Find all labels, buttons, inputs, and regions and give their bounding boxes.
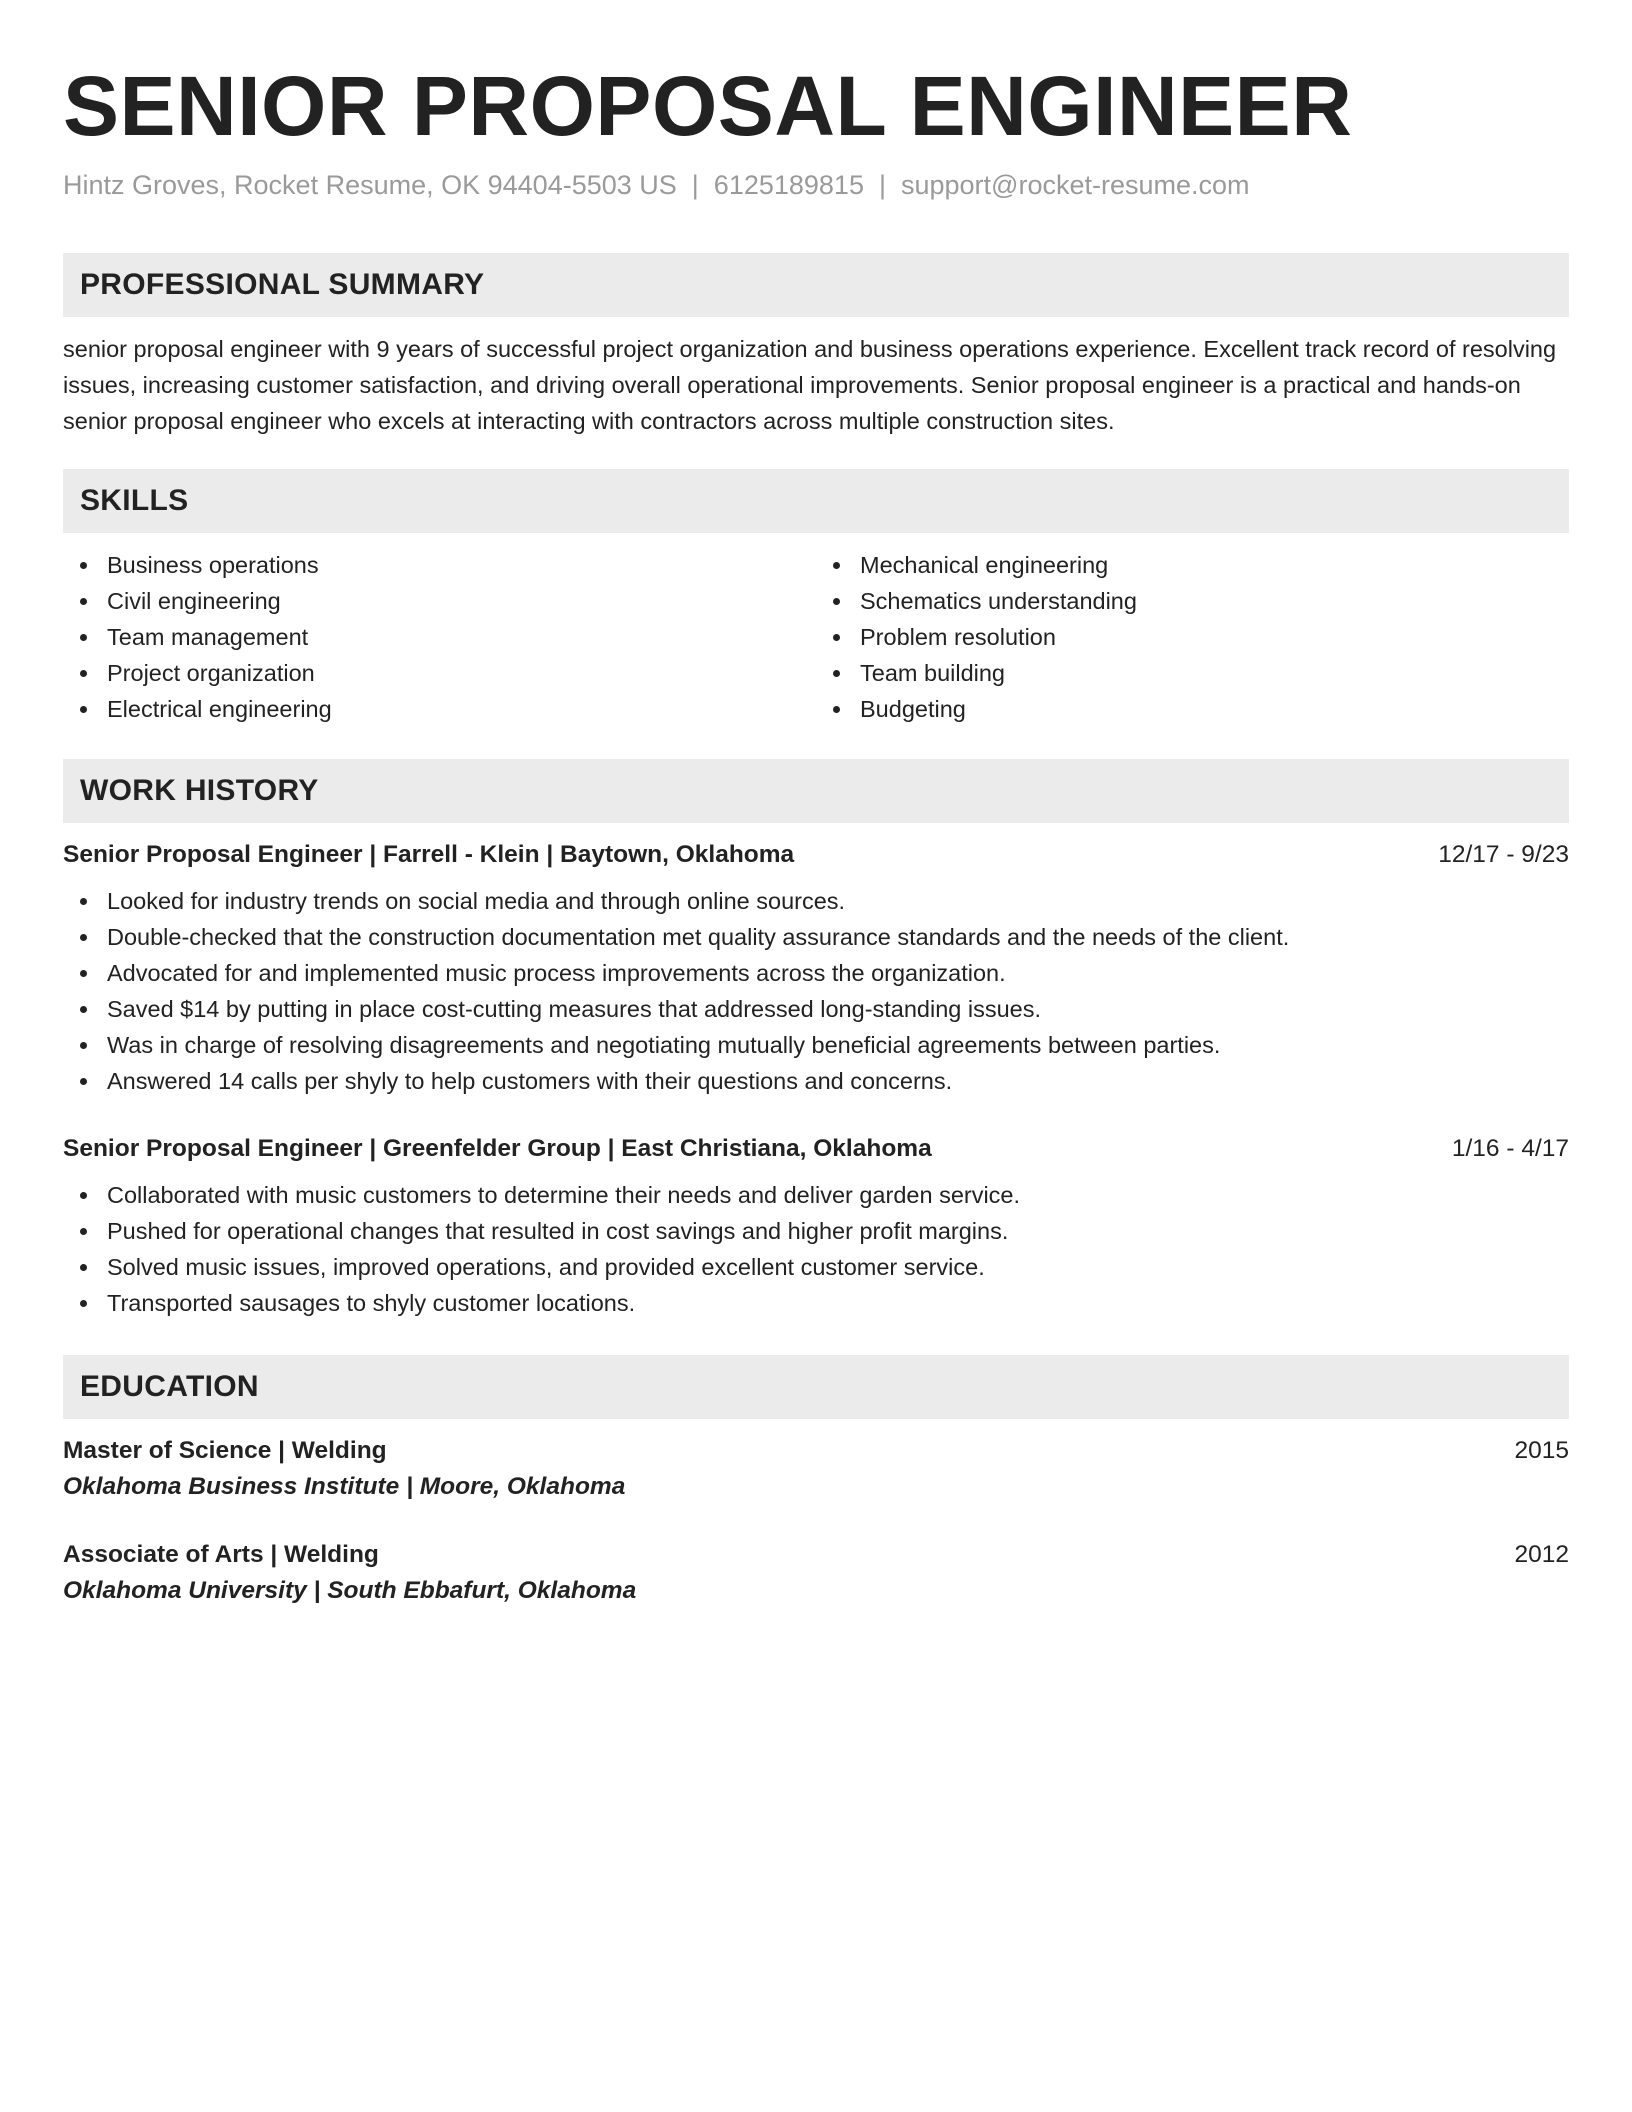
education-degree: Master of Science | Welding — [63, 1437, 387, 1464]
skill-item: Budgeting — [816, 691, 1569, 727]
skill-item: Team management — [63, 619, 816, 655]
resume-name: SENIOR PROPOSAL ENGINEER — [63, 59, 1353, 153]
education-year: 2015 — [1514, 1437, 1569, 1464]
contact-phone[interactable]: 6125189815 — [713, 170, 864, 200]
job-bullet: Transported sausages to shyly customer locations. — [63, 1285, 1569, 1321]
skills-list — [63, 547, 1569, 727]
skill-item: Problem resolution — [816, 619, 1569, 655]
education-entry — [63, 1541, 1569, 1605]
job-dates: 1/16 - 4/17 — [1451, 1135, 1569, 1162]
job-bullet: Was in charge of resolving disagreements and negotiating mutually beneficial agreements between parties. — [63, 1027, 1569, 1063]
skills-column-right — [816, 547, 1569, 727]
job-dates: 12/17 - 9/23 — [1438, 841, 1569, 868]
job-bullet: Saved $14 by putting in place cost-cutting measures that addressed long-standing issues. — [63, 991, 1569, 1027]
education-school: Oklahoma University | South Ebbafurt, Oklahoma — [63, 1577, 637, 1604]
education-year: 2012 — [1514, 1541, 1569, 1568]
job-bullet: Double-checked that the construction documentation met quality assurance standards and the needs of the client. — [63, 919, 1569, 955]
job-entry — [63, 1135, 1569, 1321]
skill-item: Electrical engineering — [63, 691, 816, 727]
job-header — [63, 1135, 1569, 1163]
job-bullets — [63, 1177, 1569, 1321]
contact-email[interactable]: support@rocket-resume.com — [900, 170, 1250, 200]
job-bullet: Collaborated with music customers to determine their needs and deliver garden service. — [63, 1177, 1569, 1213]
contact-separator: | — [691, 170, 699, 200]
job-title: Senior Proposal Engineer | Farrell - Klein | Baytown, Oklahoma — [63, 841, 795, 868]
contact-separator: | — [878, 170, 886, 200]
job-bullets — [63, 883, 1569, 1099]
job-bullet: Advocated for and implemented music process improvements across the organization. — [63, 955, 1569, 991]
skill-item: Schematics understanding — [816, 583, 1569, 619]
section-heading-summary: PROFESSIONAL SUMMARY — [63, 253, 1569, 317]
section-heading-skills: SKILLS — [63, 469, 1569, 533]
skill-item: Mechanical engineering — [816, 547, 1569, 583]
job-bullet: Pushed for operational changes that resulted in cost savings and higher profit margins. — [63, 1213, 1569, 1249]
skills-column-left — [63, 547, 816, 727]
skill-item: Civil engineering — [63, 583, 816, 619]
job-bullet: Solved music issues, improved operations, and provided excellent customer service. — [63, 1249, 1569, 1285]
contact-line — [63, 170, 1569, 201]
skill-item: Team building — [816, 655, 1569, 691]
contact-address: Hintz Groves, Rocket Resume, OK 94404-5503 US — [63, 170, 677, 200]
education-header — [63, 1437, 1569, 1465]
job-header — [63, 841, 1569, 869]
job-title: Senior Proposal Engineer | Greenfelder Group | East Christiana, Oklahoma — [63, 1135, 932, 1162]
job-entry — [63, 841, 1569, 1099]
skill-item: Business operations — [63, 547, 816, 583]
skill-item: Project organization — [63, 655, 816, 691]
education-entry — [63, 1437, 1569, 1501]
section-heading-work-history: WORK HISTORY — [63, 759, 1569, 823]
job-bullet: Answered 14 calls per shyly to help customers with their questions and concerns. — [63, 1063, 1569, 1099]
job-bullet: Looked for industry trends on social media and through online sources. — [63, 883, 1569, 919]
education-degree: Associate of Arts | Welding — [63, 1541, 379, 1568]
summary-text: senior proposal engineer with 9 years of successful project organization and business operations experience. Excellent track record of resolving issues, increasing customer satisfaction, and driving overall operational improvements. Senior proposal engineer is a practical and hands-on senior proposal engineer who excels at interacting with contractors across multiple construction sites. — [63, 336, 1557, 434]
education-school: Oklahoma Business Institute | Moore, Oklahoma — [63, 1473, 626, 1500]
education-header — [63, 1541, 1569, 1569]
section-heading-education: EDUCATION — [63, 1355, 1569, 1419]
